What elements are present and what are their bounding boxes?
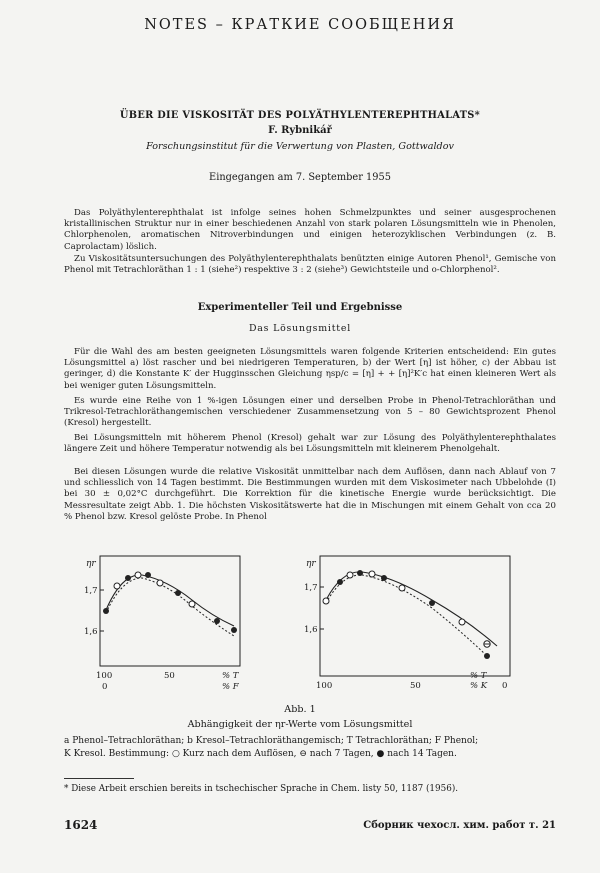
curve-14-days — [106, 578, 234, 636]
article-title: ÜBER DIE VISKOSITÄT DES POLYÄTHYLENTEREPHTHALATS* — [119, 110, 481, 121]
data-point — [157, 580, 163, 586]
data-point — [189, 601, 195, 607]
data-point — [231, 627, 237, 633]
author: F. Rybnikář — [268, 125, 332, 136]
data-point — [175, 590, 181, 596]
section-heading: Experimenteller Teil und Ergebnisse — [197, 302, 403, 313]
data-point — [459, 619, 465, 625]
affiliation: Forschungsinstitut für die Verwertung von Plasten, Gottwaldov — [146, 141, 454, 152]
figure-caption: Abhängigkeit der ηr-Werte vom Lösungsmittel — [187, 719, 413, 730]
data-point — [337, 579, 343, 585]
footnote: * Diese Arbeit erschien bereits in tschechischer Sprache in Chem. listy 50, 1187 (1956). — [64, 784, 459, 794]
journal-name: Сборник чехосл. хим. работ т. 21 — [363, 820, 556, 831]
plot-frame — [100, 556, 240, 666]
y-axis-label: ηr — [86, 559, 96, 569]
footnote-rule — [64, 778, 134, 779]
curve-initial — [326, 572, 497, 646]
body-paragraph-2: Es wurde eine Reihe von 1 %-igen Lösungen einer und derselben Probe in Phenol-Tetrachloräthan und Trikresol-Tetrachloräthangemischen verschiedener Zusammensetzung von 5 – 80 Gewichtsprozent Phenol (Kresol) hergestellt. — [64, 396, 556, 429]
x-tick-label: 50 — [410, 681, 421, 691]
data-point — [347, 572, 353, 578]
legend-line: K Kresol. Bestimmung: ○ Kurz nach dem Auflösen, ⊖ nach 7 Tagen, ● nach 14 Tagen. — [64, 749, 457, 759]
figure-panel-b — [302, 548, 532, 698]
x-tick-label: 100 — [96, 671, 113, 681]
data-points — [103, 572, 237, 633]
data-point — [125, 575, 131, 581]
curve-14-days — [326, 575, 487, 656]
data-point — [399, 585, 405, 591]
y-tick-label: 1,7 — [84, 586, 98, 596]
x-unit-top: % T — [222, 671, 239, 681]
x-unit-top: % T — [470, 671, 487, 681]
subsection-heading: Das Lösungsmittel — [248, 323, 352, 334]
data-point — [103, 608, 109, 614]
y-axis-label: ηr — [306, 559, 316, 569]
data-point — [145, 572, 151, 578]
y-tick-label: 1,6 — [304, 625, 318, 635]
x-unit-bottom: % K — [470, 681, 488, 691]
intro-paragraph-2: Zu Viskositätsuntersuchungen des Polyäthylenterephthalats benützten einige Autoren Phenol¹, Gemische von Phenol mit Tetrachloräthan 1 : 1 (siehe²) respektive 3 : 2 (siehe³) Gewichtsteile und o-Chlorphenol². — [64, 254, 556, 276]
x-unit-bottom: % F — [222, 682, 239, 692]
figure-number: Abb. 1 — [284, 704, 316, 715]
data-point — [114, 583, 120, 589]
body-paragraph-1: Für die Wahl des am besten geeigneten Lösungsmittels waren folgende Kriterien entscheidend: Ein gutes Lösungsmittel a) löst rascher und bei niedrigeren Temperaturen, b) der Wert [η] ist höher, c) der Abbau ist geringer, d) die Konstante K′ der Hugginsschen Gleichung ηsp/c = [η] + + [η]²K′c hat einen kleineren Wert als bei weniger guten Lösungsmitteln. — [64, 347, 556, 391]
x-tick-label: 100 — [316, 681, 333, 691]
data-point — [484, 653, 490, 659]
x-tick-label: 0 — [502, 681, 508, 691]
figure-panel-a — [82, 548, 262, 698]
data-point — [369, 571, 375, 577]
curve-initial — [106, 575, 234, 626]
data-point — [357, 570, 363, 576]
y-tick-label: 1,6 — [84, 627, 98, 637]
page-number: 1624 — [64, 818, 98, 832]
data-point — [323, 598, 329, 604]
data-point — [381, 575, 387, 581]
data-point — [214, 618, 220, 624]
figure-legend — [64, 735, 556, 761]
y-tick-label: 1,7 — [304, 583, 318, 593]
running-head: NOTES – КРАТКИЕ СООБЩЕНИЯ — [144, 17, 456, 33]
intro-paragraph-1: Das Polyäthylenterephthalat ist infolge seines hohen Schmelzpunktes und seiner ausgesprochenen kristallinischen Struktur nur in einer beschiedenen Anzahl von stark polaren Lösungsmitteln wie in Phenolen, Chlorphenolen, aromatischen Nitroverbindungen und einigen heterozyklischen Verbindungen (z. B. Caprolactam) löslich. — [64, 208, 556, 252]
data-points — [323, 570, 490, 659]
body-paragraph-4: Bei diesen Lösungen wurde die relative Viskosität unmittelbar nach dem Auflösen, dann nach Ablauf von 7 und schliesslich von 14 Tagen bestimmt. Die Bestimmungen wurden mit dem Viskosimeter nach Ubbelohde (I) bei 30 ± 0,02°C durchgeführt. Die Korrektion für die kinetische Energie wurde berücksichtigt. Die Messresultate zeigt Abb. 1. Die höchsten Viskositätswerte hat die in Mischungen mit einem Gehalt von cca 20 % Phenol bzw. Kresol gelöste Probe. In Phenol — [64, 467, 556, 522]
data-point — [135, 572, 141, 578]
x-tick-label: 0 — [102, 682, 108, 692]
body-paragraph-3: Bei Lösungsmitteln mit höherem Phenol (Kresol) gehalt war zur Lösung des Polyäthylenterephthalates längere Zeit und höhere Temperatur notwendig als bei Lösungsmitteln mit kleinerem Phenolgehalt. — [64, 433, 556, 455]
received-date: Eingegangen am 7. September 1955 — [209, 172, 391, 183]
x-tick-label: 50 — [164, 671, 175, 681]
legend-line: a Phenol–Tetrachloräthan; b Kresol–Tetrachloräthangemisch; T Tetrachloräthan; F Phenol; — [64, 736, 479, 746]
data-point — [429, 600, 435, 606]
